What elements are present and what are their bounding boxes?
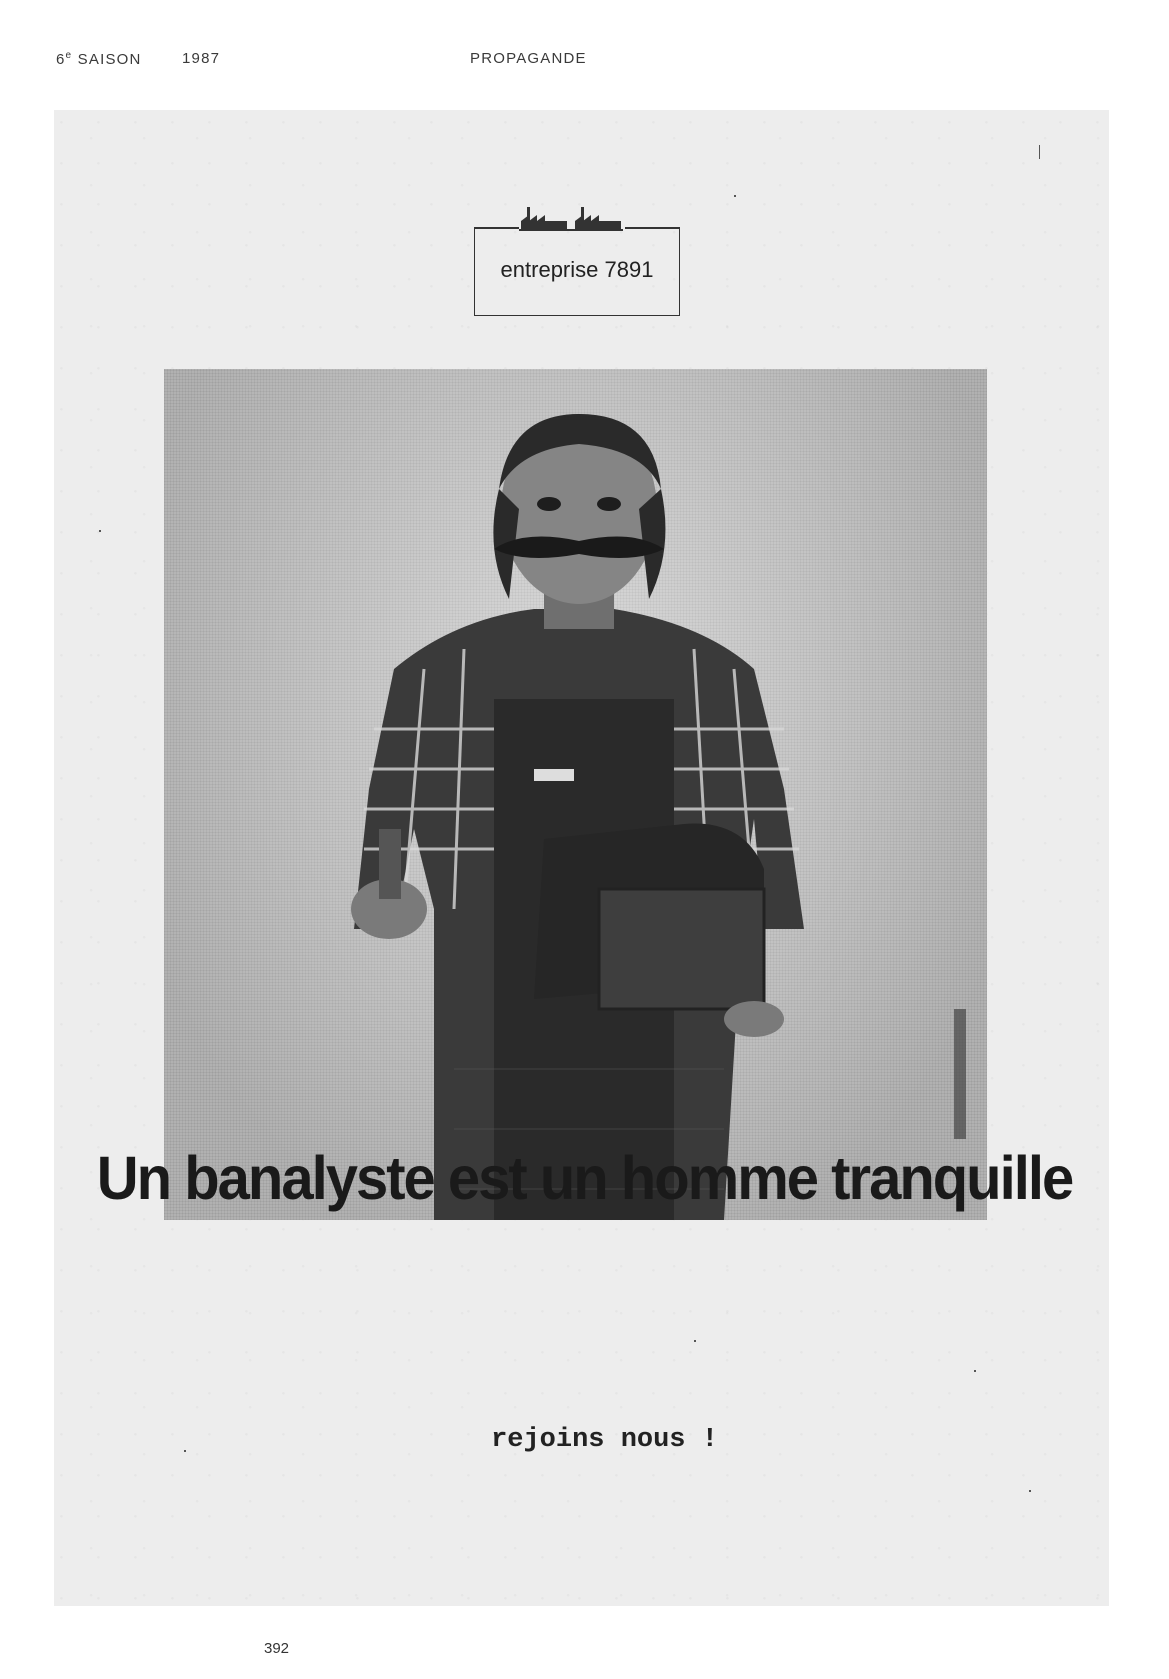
poster-sheet [54, 110, 1109, 1606]
worker-photo [164, 369, 987, 1220]
page-number: 392 [264, 1640, 290, 1657]
factory-icon [519, 205, 623, 231]
running-head-section: PROPAGANDE [470, 50, 587, 67]
logo-text: entreprise 7891 [500, 257, 654, 282]
poster-headline: Un banalyste est un homme tranquille [96, 1144, 1073, 1213]
poster-call-to-action: rejoins nous ! [491, 1425, 718, 1455]
running-head-year: 1987 [182, 50, 221, 67]
worker-figure [164, 369, 987, 1220]
running-head-season: 6e SAISON [56, 50, 142, 68]
company-logo [474, 227, 680, 316]
